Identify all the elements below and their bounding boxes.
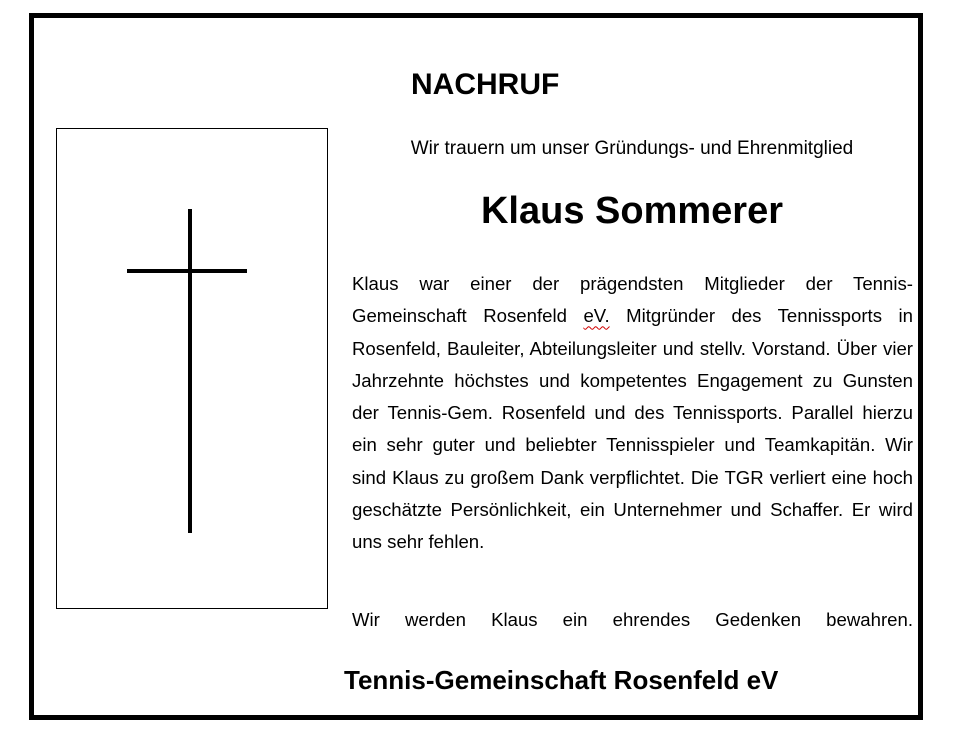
closing-line: Wir werden Klaus ein ehrendes Gedenken bewahren.: [352, 609, 913, 630]
obituary-title: NACHRUF: [411, 68, 560, 101]
body-text-part1: Klaus war einer der prägendsten Mitglieder der Tennis-Gemeinschaft Rosenfeld: [352, 273, 913, 327]
cross-box: [56, 128, 328, 609]
signature: Tennis-Gemeinschaft Rosenfeld eV: [344, 665, 779, 695]
deceased-name: Klaus Sommerer: [480, 190, 783, 232]
body-text-part2: Mitgründer des Tennissports in Rosenfeld, Bauleiter, Abteilungsleiter und stellv. Vorstand. Über vier Jahrzehnte höchstes und kompetentes Engagement zu Gunsten der Tennis-Gem. Rosenfeld und des Tennissports. Parallel hierzu ein sehr guter und beliebter Tennisspieler und Teamkapitän. Wir sind Klaus zu großem Dank verpflichtet. Die TGR verliert eine hoch geschätzte Persönlichkeit, ein Unternehmer und Schaffer. Er wird uns sehr fehlen.: [352, 305, 913, 553]
cross-icon: [57, 129, 329, 610]
obituary-body: [352, 268, 913, 559]
intro-text: Wir trauern um unser Gründungs- und Ehrenmitglied: [410, 138, 854, 159]
spellcheck-flagged-word: eV.: [583, 305, 610, 327]
